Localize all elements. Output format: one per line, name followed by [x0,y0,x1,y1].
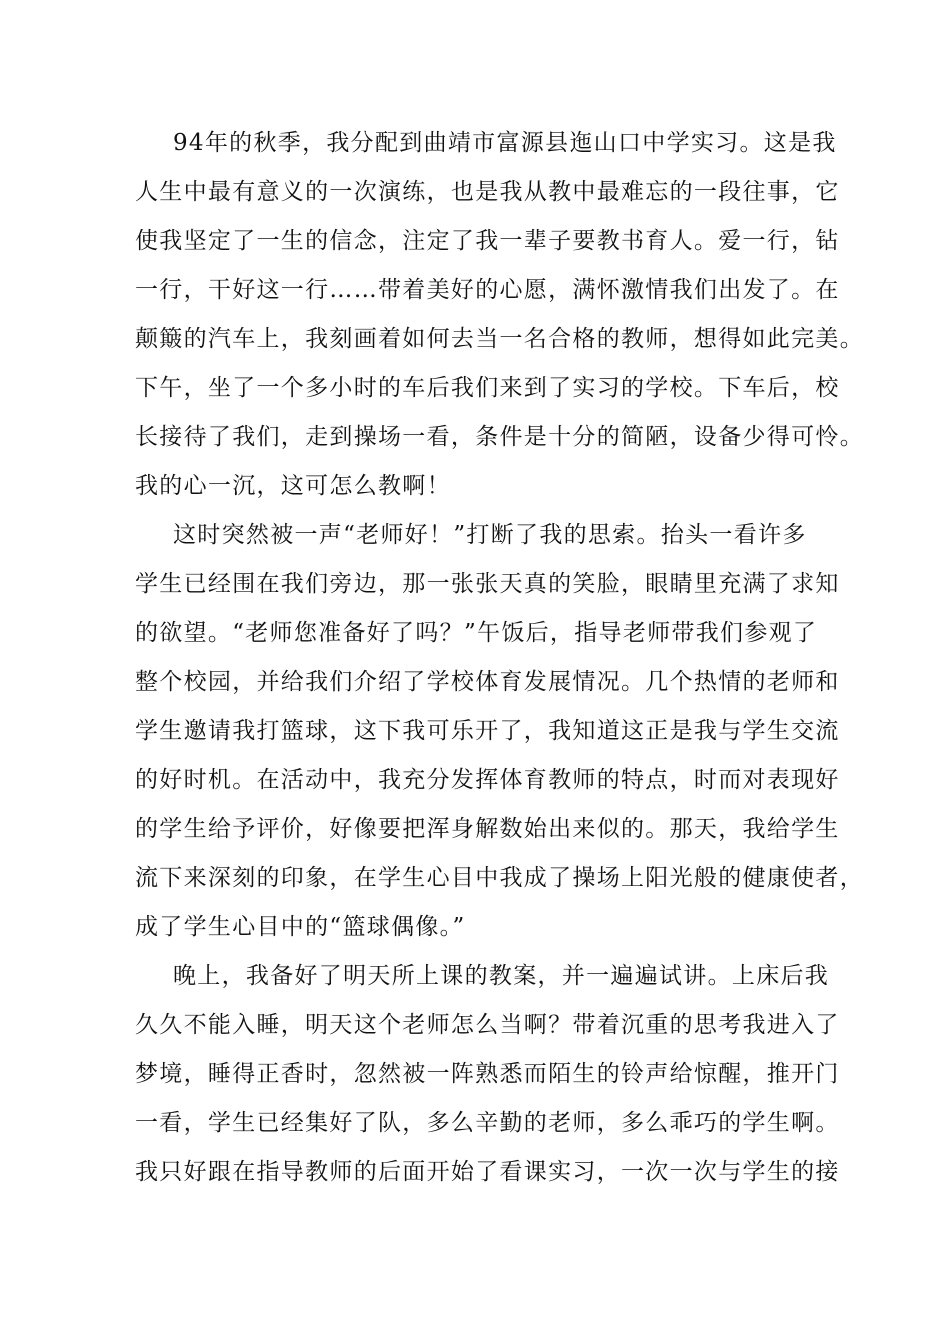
body-text [135,119,864,1197]
text-line: 颠簸的汽车上，我刻画着如何去当一名合格的教师，想得如此完美。 [135,326,864,352]
text-line: 学生邀请我打篮球，这下我可乐开了，我知道这正是我与学生交流 [135,718,840,744]
text-line: 成了学生心目中的“篮球偶像。” [135,914,466,940]
text-line: 94年的秋季，我分配到曲靖市富源县迤山口中学实习。这是我 [173,130,837,156]
text-line: 流下来深刻的印象，在学生心目中我成了操场上阳光般的健康使者， [135,865,864,891]
text-line: 我只好跟在指导教师的后面开始了看课实习，一次一次与学生的接 [135,1159,840,1185]
text-line: 的学生给予评价，好像要把浑身解数始出来似的。那天，我给学生 [135,816,840,842]
text-line: 久久不能入睡，明天这个老师怎么当啊？带着沉重的思考我进入了 [135,1012,840,1038]
text-line: 使我坚定了一生的信念，注定了我一辈子要教书育人。爱一行，钻 [135,228,840,254]
text-line: 这时突然被一声“老师好！”打断了我的思索。抬头一看许多 [173,522,807,548]
text-line: 的好时机。在活动中，我充分发挥体育教师的特点，时而对表现好 [135,767,840,793]
text-line: 我的心一沉，这可怎么教啊！ [135,473,451,499]
text-line: 人生中最有意义的一次演练，也是我从教中最难忘的一段往事，它 [135,179,840,205]
text-line: 一行，干好这一行……带着美好的心愿，满怀激情我们出发了。在 [135,277,840,303]
text-line: 整个校园，并给我们介绍了学校体育发展情况。几个热情的老师和 [135,669,840,695]
text-line: 晚上，我备好了明天所上课的教案，并一遍遍试讲。上床后我 [173,963,830,989]
text-line: 梦境，睡得正香时，忽然被一阵熟悉而陌生的铃声给惊醒，推开门 [135,1061,840,1087]
text-line: 长接待了我们，走到操场一看，条件是十分的简陋，设备少得可怜。 [135,424,864,450]
text-line: 的欲望。“老师您准备好了吗？”午饭后，指导老师带我们参观了 [135,620,818,646]
text-line: 下午，坐了一个多小时的车后我们来到了实习的学校。下车后，校 [135,375,840,401]
text-line: 一看，学生已经集好了队，多么辛勤的老师，多么乖巧的学生啊。 [135,1110,840,1136]
text-line: 学生已经围在我们旁边，那一张张天真的笑脸，眼睛里充满了求知 [135,571,840,597]
